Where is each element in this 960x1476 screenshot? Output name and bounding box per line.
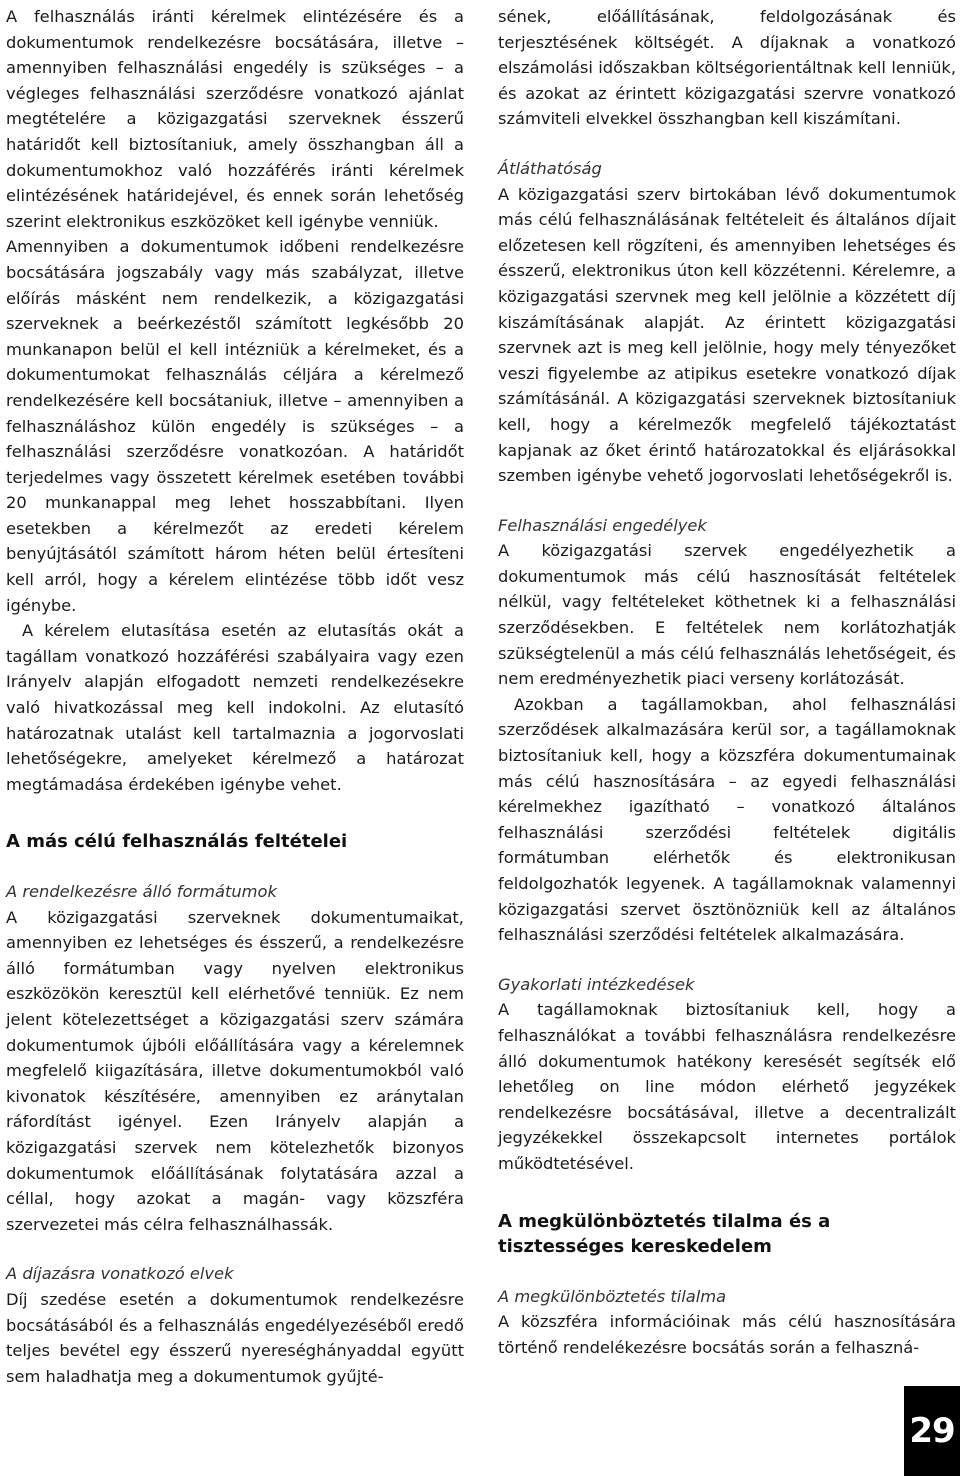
paragraph: sének, előállításának, feldolgozásának és terjesztésének költségét. A díjaknak a vonatkozó elszámolási időszakban költségorientáltnak kell lenniük, és azokat az érintett közigazgatási szervre vonatkozó számviteli elvekkel összhangban kell kiszámítani. — [498, 7, 956, 129]
paragraph: A közigazgatási szervek engedélyezhetik a dokumentumok más célú hasznosítását feltételek nélkül, vagy feltételeket köthetnek ki a felhasználási szerződésekben. E feltételek nem korlátozhatják szükségtelenül a más célú felhasználás lehetőségeit, és nem eredményezhetik piaci verseny korlátozását. — [498, 541, 956, 689]
paragraph: A közigazgatási szerveknek dokumentumaikat, amennyiben ez lehetséges és ésszerű, a rendelkezésre álló formátumban vagy nyelven elektronikus eszközökön keresztül kell elérhetővé tenniük. Ez nem jelent kötelezettséget a közigazgatási szerv számára dokumentumok újbóli előállítására vagy a kérelemnek megfelelő kiigazítására, illetve dokumentumokból való kivonatok készítésére, amennyiben ez aránytalan ráfordítást igényel. Ezen Irányelv alapján a közigazgatási szervek nem kötelezhetők bizonyos dokumentumok előállításának folytatására azzal a céllal, hogy azokat a magán- vagy közszféra szervezetei más célra felhasználhassák. — [6, 907, 464, 1234]
subsection-heading: A díjazásra vonatkozó elvek — [6, 1264, 234, 1284]
page-number: 29 — [904, 1386, 960, 1476]
paragraph: A felhasználás iránti kérelmek elintézésére és a dokumentumok rendelkezésre bocsátására, illetve – amennyiben felhasználási engedély is szükséges – a végleges felhasználási szerződésre vonatkozó ajánlat megtételére a közigazgatási szerveknek ésszerű határidőt kell biztosítaniuk, amely összhangban áll a dokumentumokhoz való hozzáférés iránti kérelmek elintézésének határidejével, és ennek során lehetőség szerint elektronikus eszközöket kell igénybe venniük. — [6, 7, 464, 231]
subsection-heading: Átláthatóság — [498, 158, 602, 178]
paragraph: Azokban a tagállamokban, ahol felhasználási szerződések alkalmazására kerül sor, a tagállamoknak biztosítaniuk kell, hogy a közszféra dokumentumainak más célú hasznosítására – az egyedi felhasználási kérelmekhez igazítható – vonatkozó általános felhasználási szerződési feltételek digitális formátumban elérhetők és elektronikusan feldolgozhatók legyenek. A tagállamoknak valamennyi közigazgatási szervet ösztönözniük kell az általános felhasználási szerződési feltételek alkalmazására. — [498, 694, 956, 945]
paragraph: A tagállamoknak biztosítaniuk kell, hogy a felhasználókat a további felhasználásra rendelkezésre álló dokumentumok hatékony keresését segítsék elő lehetőleg on line módon elérhető jegyzékek rendelkezésre bocsátásával, illetve a decentralizált jegyzékekkel összekapcsolt internetes portálok működtetésével. — [498, 1000, 956, 1173]
paragraph: Amennyiben a dokumentumok időbeni rendelkezésre bocsátására jogszabály vagy más szabályzat, illetve előírás másként nem rendelkezik, a közigazgatási szerveknek a beérkezéstől számított legkésőbb 20 munkanapon belül el kell intézniük a kérelmeket, és a dokumentumokat felhasználás céljára a kérelmező rendelkezésére kell bocsátaniuk, illetve – amennyiben a felhasználáshoz külön engedély is szükséges – a felhasználási szerződésre vonatkozóan. A határidőt terjedelmes vagy összetett kérelmek esetében további 20 munkanappal meg lehet hosszabbítani. Ilyen esetekben a kérelmezőt az eredeti kérelem benyújtásától számított három héten belül értesíteni kell arról, hogy a kérelem elintézése több időt vesz igénybe. — [6, 237, 464, 615]
left-column — [6, 4, 464, 1389]
subsection-heading: A rendelkezésre álló formátumok — [6, 882, 277, 901]
subsection-heading: Gyakorlati intézkedések — [498, 974, 695, 994]
subsection-heading: A megkülönböztetés tilalma — [498, 1286, 727, 1306]
section-heading: A megkülönböztetés tilalma és a tisztességes kereskedelem — [498, 1210, 831, 1258]
paragraph: A közigazgatási szerv birtokában lévő dokumentumok más célú felhasználásának feltételeit és általános díjait előzetesen kell rögzíteni, és amennyiben lehetséges és ésszerű, elektronikus úton kell közzétenni. Kérelemre, a közigazgatási szervnek meg kell jelölnie a közzétett díj kiszámításának alapját. Az érintett közigazgatási szervnek azt is meg kell jelölnie, hogy mely tényezőket veszi figyelembe az atipikus esetekre vonatkozó díjak számításánál. A közigazgatási szerveknek biztosítaniuk kell, hogy a kérelmezők megfelelő tájékoztatást kapjanak az őket érintő határozatokkal és eljárásokkal szemben igénybe vehető jogorvoslati lehetőségekről is. — [498, 184, 956, 486]
paragraph: A kérelem elutasítása esetén az elutasítás okát a tagállam vonatkozó hozzáférési szabályaira vagy ezen Irányelv alapján elfogadott nemzeti rendelkezésekre való hivatkozással meg kell indokolni. Az elutasító határozatnak utalást kell tartalmaznia a jogorvoslati lehetőségekre, amelyeket kérelmező a határozat megtámadása érdekében igénybe vehet. — [6, 621, 464, 794]
paragraph: A közszféra információinak más célú hasznosítására történő rendelékezésre bocsátás során a felhaszná- — [498, 1312, 956, 1357]
paragraph: Díj szedése esetén a dokumentumok rendelkezésre bocsátásából és a felhasználás engedélyezéséből eredő teljes bevétel egy ésszerű nyereséghányaddal együtt sem haladhatja meg a dokumentumok gyűjté- — [6, 1289, 464, 1386]
right-column — [498, 4, 956, 1361]
section-heading: A más célú felhasználás feltételei — [6, 831, 348, 853]
subsection-heading: Felhasználási engedélyek — [498, 515, 707, 535]
